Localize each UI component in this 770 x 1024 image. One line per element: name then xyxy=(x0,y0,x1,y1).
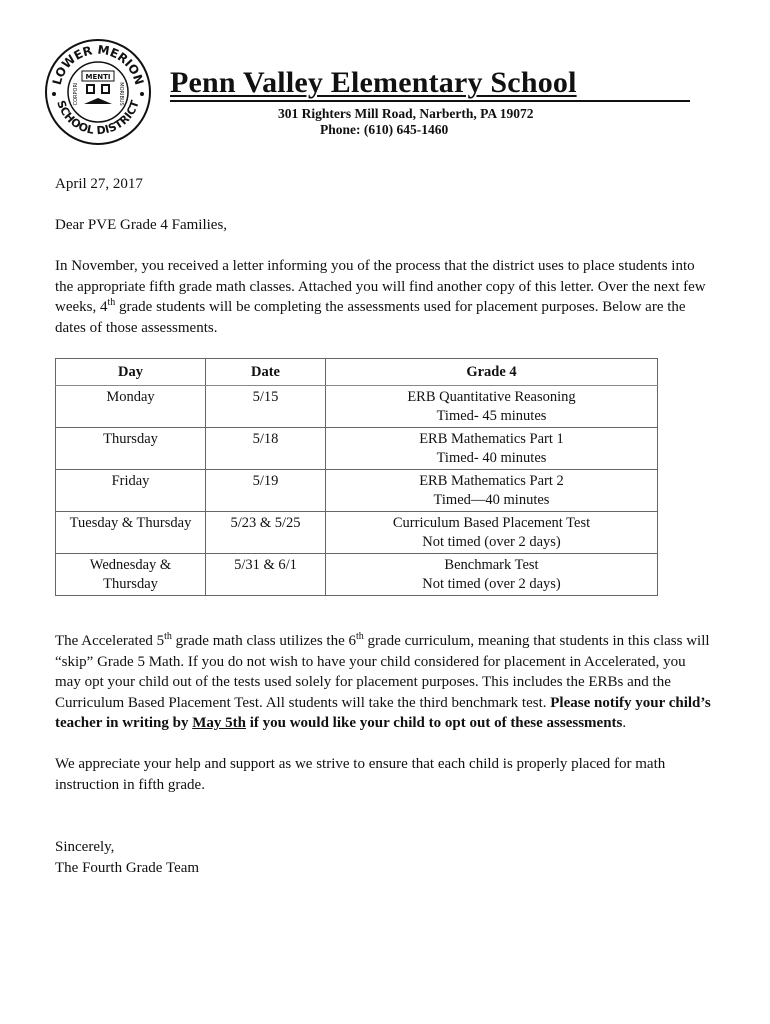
cell-date: 5/23 & 5/25 xyxy=(206,512,326,554)
deadline-date: May 5th xyxy=(192,715,246,732)
closing: Sincerely, xyxy=(55,839,115,855)
letter-date: April 27, 2017 xyxy=(55,176,143,192)
table-row xyxy=(56,554,658,596)
header-day: Day xyxy=(56,359,206,386)
assessment-schedule-table xyxy=(55,358,658,596)
svg-text:SCHOOL DISTRICT xyxy=(54,98,142,137)
table-header-row xyxy=(56,359,658,386)
cell-test: Benchmark Test Not timed (over 2 days) xyxy=(326,554,658,596)
cell-day: Thursday xyxy=(56,428,206,470)
cell-date: 5/15 xyxy=(206,386,326,428)
cell-test: ERB Quantitative Reasoning Timed- 45 minutes xyxy=(326,386,658,428)
cell-test: Curriculum Based Placement Test Not timed (over 2 days) xyxy=(326,512,658,554)
cell-day: Monday xyxy=(56,386,206,428)
school-address: 301 Righters Mill Road, Narberth, PA 19072 xyxy=(278,106,534,121)
cell-date: 5/31 & 6/1 xyxy=(206,554,326,596)
table-row xyxy=(56,470,658,512)
district-seal-logo xyxy=(44,38,152,146)
seal-top-text: LOWER MERION xyxy=(49,42,147,87)
table-row xyxy=(56,386,658,428)
cell-test: ERB Mathematics Part 1 Timed- 40 minutes xyxy=(326,428,658,470)
header-grade-4: Grade 4 xyxy=(326,359,658,386)
school-phone: Phone: (610) 645-1460 xyxy=(320,122,449,137)
appreciation-paragraph: We appreciate your help and support as we strive to ensure that each child is properly placed for math instruction in fifth grade. xyxy=(55,756,666,793)
cell-day: Friday xyxy=(56,470,206,512)
salutation: Dear PVE Grade 4 Families, xyxy=(55,217,228,233)
table-row xyxy=(56,428,658,470)
table-row xyxy=(56,512,658,554)
cell-day: Wednesday & Thursday xyxy=(56,554,206,596)
seal-right-text: MORIBUS xyxy=(118,82,124,106)
seal-left-text: CORPORI xyxy=(73,82,79,106)
seal-bottom-text: SCHOOL DISTRICT xyxy=(54,98,142,138)
intro-paragraph: In November, you received a letter informing you of the process that the district uses to place students into the appropriate fifth grade math classes. Attached you will find another copy of this letter. Over the next few weeks, 4th grade students will be completing the assessments used for placement purposes. Below are the dates of those assessments. xyxy=(55,258,706,336)
seal-banner-text: MENTI xyxy=(85,73,111,81)
cell-date: 5/19 xyxy=(206,470,326,512)
cell-test: ERB Mathematics Part 2 Timed—40 minutes xyxy=(326,470,658,512)
signature-line: The Fourth Grade Team xyxy=(55,860,200,876)
school-name-heading: Penn Valley Elementary School xyxy=(170,66,690,102)
header-date: Date xyxy=(206,359,326,386)
cell-day: Tuesday & Thursday xyxy=(56,512,206,554)
cell-date: 5/18 xyxy=(206,428,326,470)
accelerated-paragraph: The Accelerated 5th grade math class utilizes the 6th grade curriculum, meaning that students in this class will “skip” Grade 5 Math. If you do not wish to have your child considered for placement in Accelerated, you may opt your child out of the tests used solely for placement purposes. This includes the ERBs and the Curriculum Based Placement Test. All students will take the third benchmark test. Please notify your child’s teacher in writing by May 5th if you would like your child to opt out of these assessments. xyxy=(55,631,711,732)
